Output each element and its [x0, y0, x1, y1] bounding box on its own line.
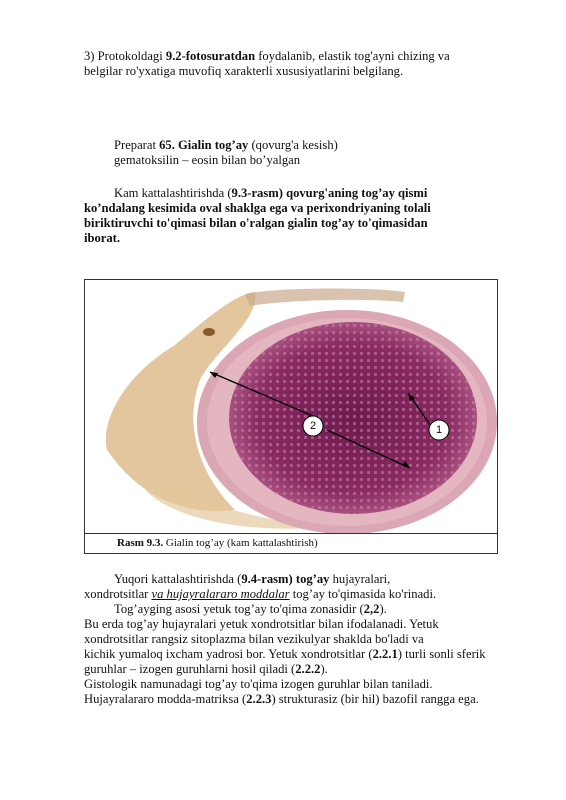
- body-line-7: guruhlar – izogen guruhlarni hosil qiladi (2.2.2).: [84, 662, 328, 676]
- label-2-text: 2: [309, 420, 317, 432]
- figure-9-3: [84, 279, 498, 554]
- label-1-text: 1: [435, 424, 443, 436]
- micrograph-illustration: [85, 280, 499, 536]
- description-line-4: iborat.: [84, 231, 121, 245]
- body-line-4: Bu erda tog’ay hujayralari yetuk xondrotsitlar bilan ifodalanadi. Yetuk: [84, 617, 439, 631]
- preparat-stain: gematoksilin – eosin bilan bo’yalgan: [114, 153, 301, 167]
- body-line-8: Gistologik namunadagi tog’ay to'qima izogen guruhlar bilan taniladi.: [84, 677, 433, 691]
- body-line-6: kichik yumaloq ixcham yadrosi bor. Yetuk xondrotsitlar (2.2.1) turli sonli sferik: [84, 647, 486, 661]
- body-line-1: Yuqori kattalashtirishda (9.4-rasm) tog’ay hujayralari,: [114, 572, 391, 586]
- intro-line-1: 3) Protokoldagi 9.2-fotosuratdan foydalanib, elastik tog'ayni chizing va: [84, 49, 450, 63]
- description-line-3: biriktiruvchi to'qimasi bilan o'ralgan gialin tog’ay to'qimasidan: [84, 216, 428, 230]
- body-text: [84, 572, 524, 707]
- body-line-3: Tog’ayging asosi yetuk tog’ay to'qima zonasidir (2,2).: [114, 602, 387, 616]
- body-line-9: Hujayralararo modda-matriksa (2.2.3) strukturasiz (bir hil) bazofil rangga ega.: [84, 692, 479, 706]
- intro-line-2: belgilar ro'yxatiga muvofiq xarakterli xususiyatlarini belgilang.: [84, 64, 404, 78]
- preparat-heading: [114, 138, 554, 168]
- description-paragraph: [84, 186, 524, 246]
- description-line-2: ko’ndalang kesimida oval shaklga ega va perixondriyaning tolali: [84, 201, 431, 215]
- body-line-5: xondrotsitlar rangsiz sitoplazma bilan vezikulyar shaklda bo'ladi va: [84, 632, 424, 646]
- preparat-title: Preparat 65. Gialin tog’ay (qovurg'a kesish): [114, 138, 338, 152]
- intro-paragraph: [84, 49, 524, 79]
- figure-caption: Rasm 9.3. Gialin tog’ay (kam kattalashtirish): [85, 533, 497, 553]
- description-line-1: Kam kattalashtirishda (9.3-rasm) qovurg'aning tog’ay qismi: [114, 186, 428, 200]
- body-line-2: xondrotsitlar va hujayralararo moddalar tog’ay to'qimasida ko'rinadi.: [84, 587, 437, 601]
